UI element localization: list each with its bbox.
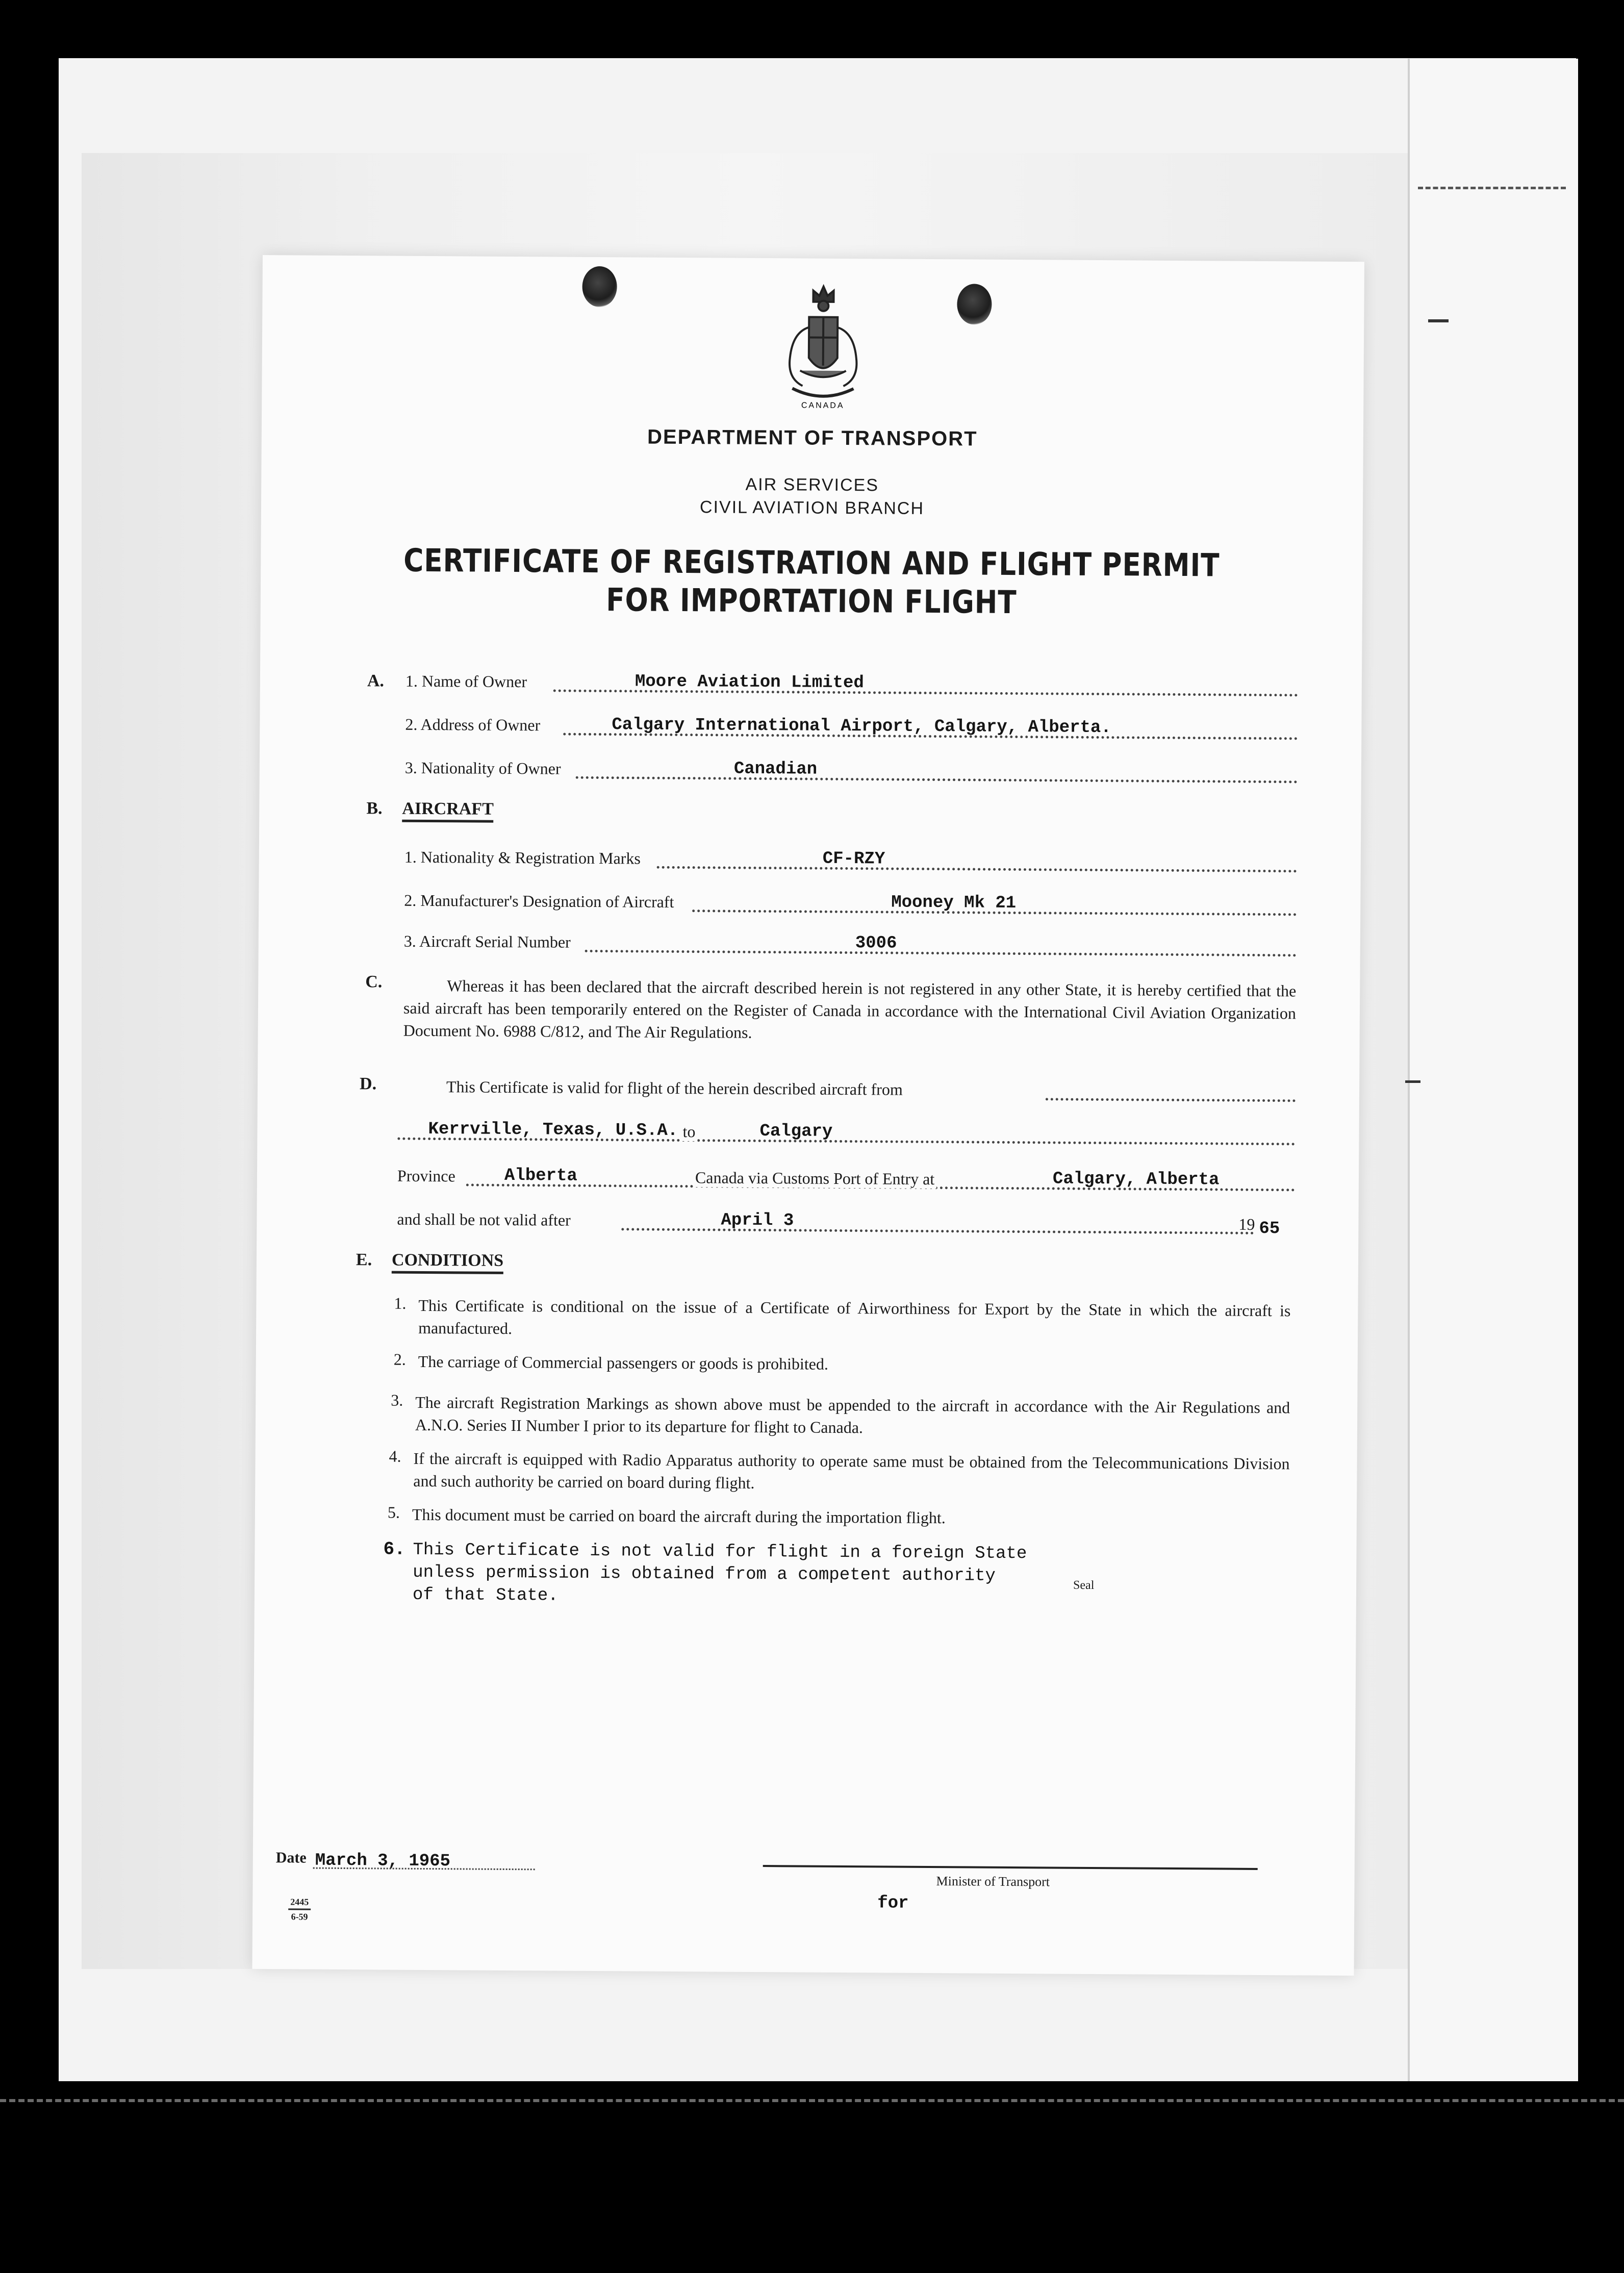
customs-port-label: Canada via Customs Port of Entry at xyxy=(693,1168,936,1189)
aircraft-designation-label: 2. Manufacturer's Designation of Aircraft xyxy=(404,891,674,911)
condition-text: The aircraft Registration Markings as shown above must be appended to the aircraft in accordance with the Air Regulations and A.N.O. Series II Number I prior to its departure for flight to Canada. xyxy=(415,1393,1290,1437)
for-label: for xyxy=(877,1893,909,1913)
form-number-bottom: 6-59 xyxy=(291,1911,308,1922)
section-b-letter: B. xyxy=(366,799,383,818)
registration-marks-value: CF-RZY xyxy=(822,849,885,869)
owner-nationality-leader xyxy=(576,776,1298,784)
owner-address-label: 2. Address of Owner xyxy=(405,715,541,735)
condition-text: This document must be carried on board the aircraft during the importation flight. xyxy=(412,1505,946,1527)
customs-port-value: Calgary, Alberta xyxy=(1052,1169,1220,1190)
condition-number: 2. xyxy=(393,1350,406,1369)
valid-after-label: and shall be not valid after xyxy=(397,1209,571,1229)
section-b-title: AIRCRAFT xyxy=(402,799,494,823)
section-a-letter: A. xyxy=(367,671,385,691)
civil-aviation-branch-heading: CIVIL AVIATION BRANCH xyxy=(699,497,925,518)
condition-number: 1. xyxy=(394,1294,407,1312)
condition-number: 5. xyxy=(387,1503,400,1522)
certificate-title-line2: FOR IMPORTATION FLIGHT xyxy=(605,581,1017,621)
valid-after-value: April 3 xyxy=(721,1210,794,1231)
section-d-intro-leader xyxy=(1046,1098,1296,1102)
adjacent-page-strip xyxy=(1408,59,1578,2081)
province-value: Alberta xyxy=(504,1166,577,1186)
coat-of-arms-icon xyxy=(772,281,875,414)
valid-year-suffix: 65 xyxy=(1259,1219,1280,1239)
condition-text: This Certificate is conditional on the issue of a Certificate of Airworthiness for Export by the State in which the aircraft is manufactured. xyxy=(418,1296,1291,1338)
section-d-letter: D. xyxy=(359,1074,377,1094)
strip-tick-mark xyxy=(1405,1080,1420,1083)
section-e-letter: E. xyxy=(356,1250,372,1270)
registration-marks-label: 1. Nationality & Registration Marks xyxy=(404,847,641,868)
valid-year-prefix: 19 xyxy=(1238,1215,1255,1233)
condition-text: If the aircraft is equipped with Radio Apparatus authority to operate same must be obtained from the Telecommunications Division and such authority be carried on board during flight. xyxy=(413,1449,1290,1492)
owner-nationality-label: 3. Nationality of Owner xyxy=(404,758,561,778)
condition-number: 3. xyxy=(391,1391,403,1409)
punch-hole xyxy=(957,284,992,324)
punch-hole xyxy=(582,266,617,307)
typed-condition-text: This Certificate is not valid for flight in a foreign State unless permission is obtained from a competent authority of that State. xyxy=(412,1540,1027,1606)
form-number xyxy=(288,1895,311,1923)
seal-label: Seal xyxy=(1073,1578,1095,1593)
valid-after-leader xyxy=(621,1228,1254,1234)
condition-number: 4. xyxy=(389,1447,401,1466)
section-c-text: Whereas it has been declared that the aircraft described herein is not registered in any other State, it is hereby certified that the said aircraft has been temporarily entered on the Register of Canada in accordance with the International Civil Aviation Organization Document No. 6988 C/812, and The Air Regulations. xyxy=(403,976,1297,1042)
aircraft-designation-value: Mooney Mk 21 xyxy=(891,893,1017,914)
owner-address-value: Calgary International Airport, Calgary, Alberta. xyxy=(612,715,1111,738)
date-value: March 3, 1965 xyxy=(315,1851,451,1872)
owner-nationality-value: Canadian xyxy=(733,759,818,779)
certificate-title-line1: CERTIFICATE OF REGISTRATION AND FLIGHT PERMIT xyxy=(403,541,1220,584)
minister-label: Minister of Transport xyxy=(936,1874,1050,1889)
department-title: DEPARTMENT OF TRANSPORT xyxy=(647,425,978,450)
section-c-letter: C. xyxy=(365,972,383,992)
condition-text: The carriage of Commercial passengers or goods is prohibited. xyxy=(418,1352,829,1373)
aircraft-serial-value: 3006 xyxy=(855,933,897,953)
typed-condition-number: 6. xyxy=(383,1538,405,1560)
owner-name-value: Moore Aviation Limited xyxy=(635,672,864,693)
owner-name-label: 1. Name of Owner xyxy=(405,671,527,691)
aircraft-serial-label: 3. Aircraft Serial Number xyxy=(403,931,571,951)
route-from-value: Kerrville, Texas, U.S.A. xyxy=(428,1120,678,1141)
strip-tick-mark xyxy=(1428,319,1449,322)
route-to-label: to xyxy=(680,1122,697,1141)
registration-marks-leader xyxy=(657,866,1297,873)
section-d-intro: This Certificate is valid for flight of the herein described aircraft from xyxy=(446,1077,903,1099)
film-edge xyxy=(0,2099,1624,2123)
form-number-top: 2445 xyxy=(288,1895,311,1910)
section-e-title: CONDITIONS xyxy=(392,1251,503,1274)
route-to-value: Calgary xyxy=(759,1121,833,1142)
crest-caption: CANADA xyxy=(801,401,845,410)
certificate-document xyxy=(252,255,1364,1976)
province-label: Province xyxy=(397,1166,455,1185)
strip-dashed-mark xyxy=(1418,187,1566,189)
date-label: Date xyxy=(275,1849,307,1866)
aircraft-serial-leader xyxy=(585,950,1297,957)
air-services-heading: AIR SERVICES xyxy=(745,474,879,495)
signature-line xyxy=(763,1865,1258,1870)
